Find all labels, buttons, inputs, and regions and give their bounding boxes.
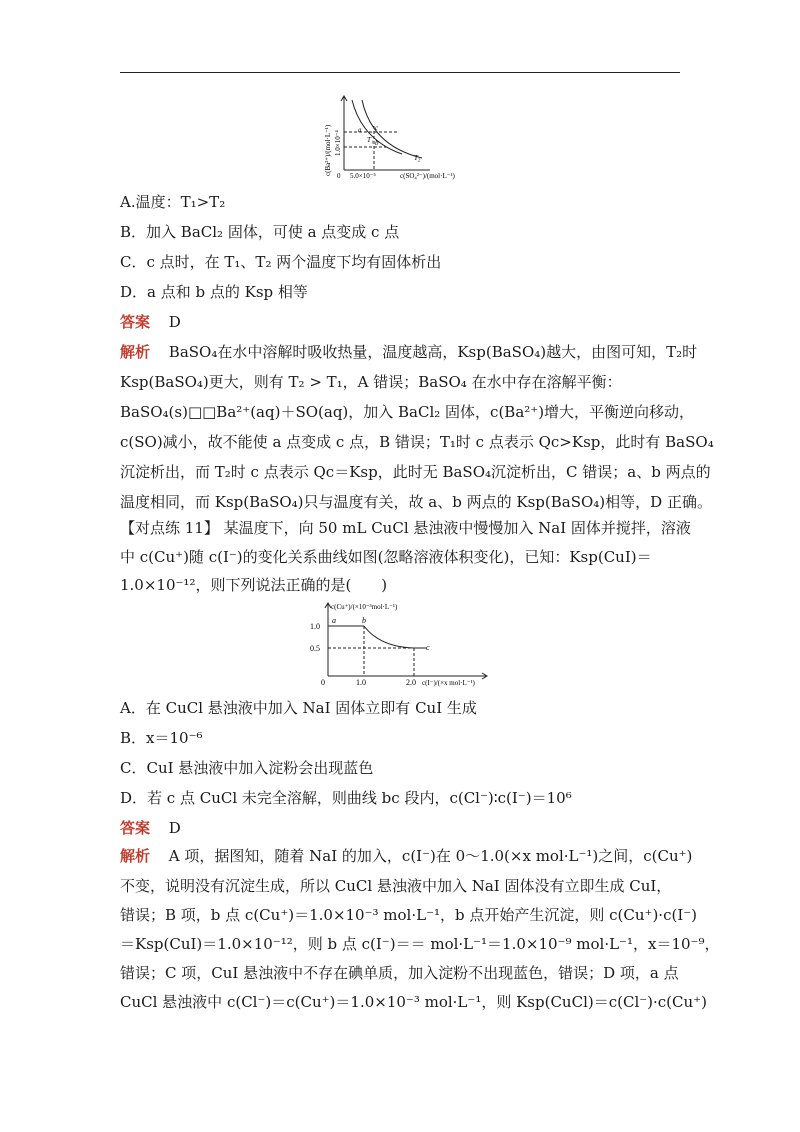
q2-stem-line: 【对点练 11】 某温度下，向 50 mL CuCl 悬浊液中慢慢加入 NaI 固体并搅拌，溶液	[120, 519, 691, 537]
q2-option-c: C．CuI 悬浊液中加入淀粉会出现蓝色	[120, 759, 374, 777]
q2-option-a: A．在 CuCl 悬浊液中加入 NaI 固体立即有 CuI 生成	[120, 699, 477, 717]
q1-option-a: A.温度：T₁>T₂	[120, 193, 226, 211]
q2-stem-line: 1.0×10⁻¹²，则下列说法正确的是( )	[120, 576, 388, 594]
y-tick-label: 1.0×10⁻⁴	[334, 130, 342, 156]
header-rule	[120, 72, 680, 73]
analysis-label: 解析	[120, 343, 151, 361]
q2-stem-line: 中 c(Cu⁺)随 c(I⁻)的变化关系曲线如图(忽略溶液体积变化)，已知：Ksp(CuI)＝	[120, 548, 652, 566]
q2-analysis-line: 错误；C 项，CuI 悬浊液中不存在碘单质，加入淀粉不出现蓝色，错误；D 项，a 点	[120, 964, 679, 982]
curve-t2	[362, 100, 422, 158]
analysis-label: 解析	[120, 847, 151, 865]
q1-analysis-line: 沉淀析出，而 T₂时 c 点表示 Qc＝Ksp，此时无 BaSO₄沉淀析出，C 错误；a、b 两点的	[120, 463, 711, 481]
q2-answer-row	[120, 818, 680, 838]
point-c-label: c	[426, 643, 430, 652]
point-c-label: c	[375, 124, 379, 132]
q2-option-b: B．x＝10⁻⁶	[120, 729, 203, 747]
figure-baso4-curves	[318, 92, 488, 182]
x-tick-label: 2.0	[406, 678, 416, 687]
x-axis-label: c(I⁻)/(×x mol·L⁻¹)	[422, 679, 475, 687]
q1-analysis-line: 温度相同，而 Ksp(BaSO₄)只与温度有关，故 a、b 两点的 Ksp(BaSO₄)相等，D 正确。	[120, 493, 712, 511]
q1-analysis-line: BaSO₄(s)□□Ba²⁺(aq)＋SO(aq)，加入 BaCl₂ 固体，c(Ba²⁺)增大，平衡逆向移动，	[120, 403, 695, 421]
q1-option-c: C．c 点时，在 T₁、T₂ 两个温度下均有固体析出	[120, 253, 442, 271]
q2-option-d: D．若 c 点 CuCl 未完全溶解，则曲线 bc 段内，c(Cl⁻)∶c(I⁻)＝10⁶	[120, 789, 572, 807]
x-tick-label: 5.0×10⁻⁵	[350, 172, 376, 180]
origin-label: 0	[337, 172, 341, 180]
q2-analysis-line: CuCl 悬浊液中 c(Cl⁻)＝c(Cu⁺)＝1.0×10⁻³ mol·L⁻¹，则 Ksp(CuCl)＝c(Cl⁻)·c(Cu⁺)	[120, 993, 707, 1011]
y-tick-label: 1.0	[310, 622, 320, 631]
q2-analysis-line: 错误；B 项，b 点 c(Cu⁺)＝1.0×10⁻³ mol·L⁻¹，b 点开始产生沉淀，则 c(Cu⁺)·c(I⁻)	[120, 906, 698, 924]
q2-analysis-line: ＝Ksp(CuI)＝1.0×10⁻¹²，则 b 点 c(I⁻)＝＝ mol·L⁻¹＝1.0×10⁻⁹ mol·L⁻¹，x＝10⁻⁹，	[120, 935, 720, 953]
curve-t1-label: T₁	[367, 136, 374, 144]
y-axis-label: c(Cu⁺)/(×10⁻³mol·L⁻¹)	[331, 603, 398, 611]
q1-answer-row	[120, 312, 680, 332]
figure-cui-curve	[296, 598, 506, 690]
point-b-label: b	[362, 616, 366, 625]
q2-analysis-line: 不变，说明没有沉淀生成，所以 CuCl 悬浊液中加入 NaI 固体没有立即生成 CuI，	[120, 877, 672, 895]
answer-label: 答案	[120, 819, 151, 837]
curve-bc	[364, 626, 426, 648]
origin-label: 0	[321, 678, 325, 687]
y-axis-label: c(Ba²⁺)/(mol·L⁻¹)	[324, 124, 332, 176]
q1-analysis-line: 解析 BaSO₄在水中溶解时吸收热量，温度越高，Ksp(BaSO₄)越大，由图可知，T₂时	[120, 343, 698, 361]
point-a-label: a	[332, 616, 336, 625]
q1-analysis-line: Ksp(BaSO₄)更大，则有 T₂ > T₁，A 错误；BaSO₄ 在水中存在溶解平衡：	[120, 373, 622, 391]
answer-value: D	[168, 819, 181, 837]
x-axis-label: c(SO₄²⁻)/(mol·L⁻¹)	[400, 172, 455, 180]
point-a-label: a	[358, 126, 362, 134]
x-tick-label: 1.0	[356, 678, 366, 687]
q1-option-d: D．a 点和 b 点的 Ksp 相等	[120, 283, 308, 301]
curve-t2-label: T₂	[414, 154, 421, 162]
answer-label: 答案	[120, 313, 151, 331]
q1-option-b: B．加入 BaCl₂ 固体，可使 a 点变成 c 点	[120, 223, 400, 241]
y-tick-label: 0.5	[310, 644, 320, 653]
point-b-label: b	[375, 139, 379, 147]
q2-analysis-line: 解析 A 项，据图知，随着 NaI 的加入，c(I⁻)在 0～1.0(×x mol·L⁻¹)之间，c(Cu⁺)	[120, 847, 693, 865]
answer-value: D	[168, 313, 181, 331]
q1-analysis-line: c(SO)减小，故不能使 a 点变成 c 点，B 错误；T₁时 c 点表示 Qc>Ksp，此时有 BaSO₄	[120, 433, 714, 451]
